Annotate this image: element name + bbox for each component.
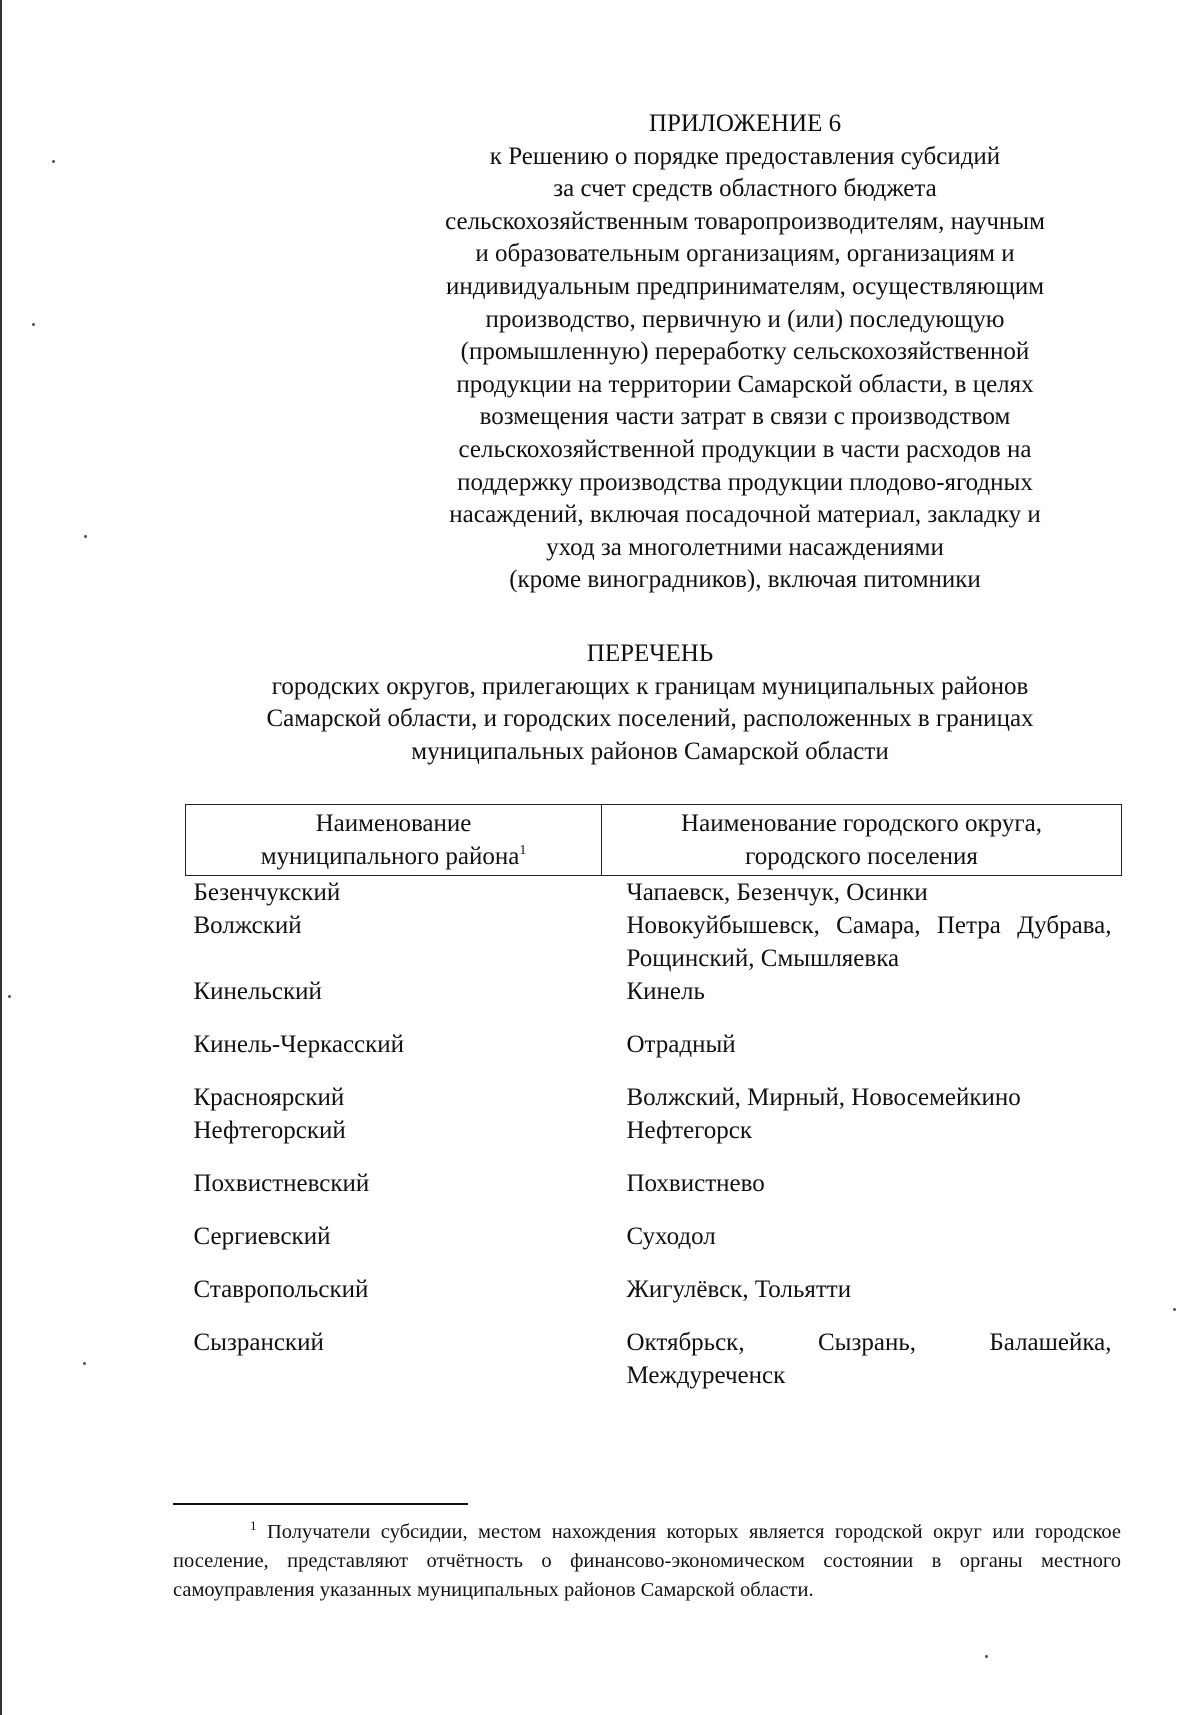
appendix-line: насаждений, включая посадочной материал, закладку и bbox=[449, 501, 1041, 529]
appendix-line: производство, первичную и (или) последующую bbox=[485, 305, 1005, 333]
district-cell: Волжский bbox=[193, 912, 302, 939]
table-row bbox=[186, 1220, 1122, 1273]
appendix-line: возмещения части затрат в связи с производством bbox=[479, 403, 1011, 431]
table-row bbox=[186, 1326, 1122, 1392]
settlements-cell: Похвистнево bbox=[626, 1170, 765, 1197]
appendix-title: ПРИЛОЖЕНИЕ 6 bbox=[648, 110, 842, 137]
scan-speck bbox=[84, 535, 87, 538]
appendix-line: сельскохозяйственной продукции в части расходов на bbox=[458, 435, 1032, 463]
appendix-header bbox=[385, 108, 1105, 597]
district-cell: Кинельский bbox=[193, 978, 322, 1005]
scan-speck bbox=[8, 995, 11, 998]
settlements-cell: Суходол bbox=[626, 1223, 716, 1250]
scan-speck bbox=[83, 1362, 86, 1365]
settlements-cell: Новокуйбышевск, Самара, Петра Дубрава, Рощинский, Смышляевка bbox=[626, 912, 1112, 972]
appendix-line: сельскохозяйственным товаропроизводителям, научным bbox=[445, 207, 1045, 235]
header-settlement: Наименование городского округа, городского поселения bbox=[602, 805, 1122, 876]
appendix-line: (промышленную) переработку сельскохозяйственной bbox=[460, 338, 1030, 366]
table-row bbox=[186, 1081, 1122, 1114]
scan-speck bbox=[52, 160, 55, 163]
table-row bbox=[186, 1167, 1122, 1220]
settlements-cell: Октябрьск, Сызрань, Балашейка, Междуреченск bbox=[626, 1329, 1112, 1389]
settlements-cell: Волжский, Мирный, Новосемейкино bbox=[626, 1084, 1021, 1111]
settlements-cell: Жигулёвск, Тольятти bbox=[626, 1276, 852, 1303]
appendix-line: индивидуальным предпринимателям, осуществляющим bbox=[445, 272, 1045, 300]
appendix-line: уход за многолетними насаждениями bbox=[546, 533, 944, 561]
footnote-ref: 1 bbox=[519, 843, 527, 858]
settlements-cell: Нефтегорск bbox=[626, 1117, 753, 1144]
table-row bbox=[186, 909, 1122, 975]
settlements-cell: Чапаевск, Безенчук, Осинки bbox=[626, 879, 928, 906]
table-row bbox=[186, 975, 1122, 1028]
districts-table bbox=[185, 804, 1122, 1392]
table-header-row bbox=[186, 805, 1122, 876]
table-row bbox=[186, 1273, 1122, 1326]
district-cell: Безенчукский bbox=[193, 879, 341, 906]
scan-speck bbox=[985, 1655, 988, 1658]
scan-speck bbox=[1173, 1308, 1176, 1311]
scan-speck bbox=[32, 323, 35, 326]
table-row bbox=[186, 1114, 1122, 1167]
appendix-line: продукции на территории Самарской области, в целях bbox=[456, 370, 1034, 398]
list-heading bbox=[150, 638, 1150, 768]
appendix-line: (кроме виноградников), включая питомники bbox=[509, 566, 981, 594]
district-cell: Ставропольский bbox=[193, 1276, 369, 1303]
footnote-text: Получатели субсидии, местом нахождения которых является городской округ или городское поселение, представляют отчётность о финансово-экономическом состоянии в органы местного самоуправления указанных муниципальных районов Самарской области. bbox=[173, 1521, 1122, 1601]
list-subtitle-line: Самарской области, и городских поселений, расположенных в границах bbox=[266, 705, 1034, 733]
settlements-cell: Отрадный bbox=[626, 1031, 736, 1058]
page-edge-shadow bbox=[0, 0, 2, 1715]
district-cell: Красноярский bbox=[193, 1084, 345, 1111]
district-cell: Похвистневский bbox=[193, 1170, 370, 1197]
list-title: ПЕРЕЧЕНЬ bbox=[586, 640, 714, 667]
district-cell: Сергиевский bbox=[193, 1223, 331, 1250]
settlements-cell: Кинель bbox=[626, 978, 705, 1005]
appendix-line: за счет средств областного бюджета bbox=[553, 175, 937, 203]
header-district: Наименование муниципального района$^1$ bbox=[186, 805, 602, 876]
district-cell: Сызранский bbox=[193, 1329, 324, 1356]
footnote-mark: 1 bbox=[250, 1518, 257, 1533]
table-row bbox=[186, 876, 1122, 910]
footnote-separator bbox=[173, 1503, 468, 1505]
appendix-line: и образовательным организациям, организациям и bbox=[475, 240, 1015, 268]
district-cell: Нефтегорский bbox=[193, 1117, 346, 1144]
appendix-line: поддержку производства продукции плодово-ягодных bbox=[457, 468, 1033, 496]
appendix-line: к Решению о порядке предоставления субсидий bbox=[489, 142, 1001, 170]
list-subtitle-line: городских округов, прилегающих к границам муниципальных районов bbox=[271, 672, 1029, 700]
table-row bbox=[186, 1028, 1122, 1081]
district-cell: Кинель-Черкасский bbox=[193, 1031, 405, 1058]
list-subtitle-line: муниципальных районов Самарской области bbox=[411, 737, 889, 765]
footnote bbox=[173, 1518, 1121, 1605]
